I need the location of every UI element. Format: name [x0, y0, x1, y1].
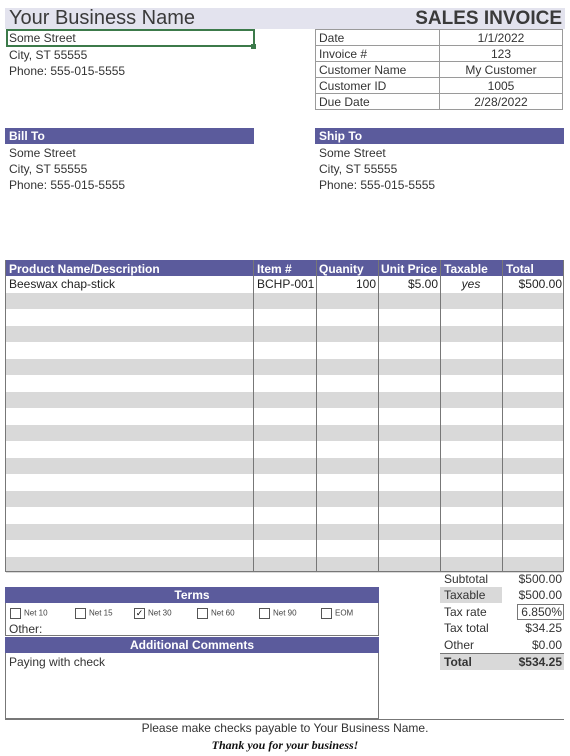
col-header-description[interactable]: Product Name/Description — [9, 262, 160, 276]
business-street[interactable]: Some Street — [9, 31, 76, 45]
summary-label-other[interactable]: Other — [444, 638, 475, 652]
checkbox-icon[interactable] — [197, 608, 208, 619]
footer-note[interactable]: Please make checks payable to Your Business Name. — [141, 721, 429, 735]
col-divider — [253, 260, 254, 572]
summary-label-tax-rate[interactable]: Tax rate — [444, 605, 487, 619]
summary-value-taxable[interactable]: $500.00 — [518, 588, 562, 602]
terms-eom[interactable] — [321, 608, 353, 619]
terms-option-label: Net 15 — [89, 608, 113, 618]
summary-value-total[interactable]: $534.25 — [518, 655, 562, 669]
terms-option-label: Net 10 — [24, 608, 48, 618]
summary-label-subtotal[interactable]: Subtotal — [444, 572, 489, 586]
item-taxable[interactable]: yes — [461, 277, 481, 291]
info-value-customer-name[interactable]: My Customer — [440, 62, 563, 78]
summary-label-tax-total[interactable]: Tax total — [444, 621, 489, 635]
terms-option-label: Net 30 — [148, 608, 172, 618]
info-row-due-date — [316, 94, 563, 110]
footer-divider — [5, 719, 564, 720]
summary-value-tax-rate[interactable]: 6.850% — [521, 605, 562, 619]
summary-value-tax-total[interactable]: $34.25 — [525, 621, 562, 635]
col-header-item[interactable]: Item # — [257, 262, 292, 276]
info-row-date — [316, 30, 563, 46]
info-label[interactable]: Customer Name — [316, 62, 440, 78]
item-quantity[interactable]: 100 — [355, 277, 376, 291]
comments-heading[interactable]: Additional Comments — [5, 637, 379, 653]
info-value-invoice-number[interactable]: 123 — [440, 46, 563, 62]
col-divider — [502, 260, 503, 572]
ship-to-phone[interactable]: Phone: 555-015-5555 — [319, 178, 436, 192]
checkbox-icon[interactable] — [259, 608, 270, 619]
info-row-customer-name — [316, 62, 563, 78]
business-phone[interactable]: Phone: 555-015-5555 — [9, 64, 126, 78]
footer-thanks[interactable]: Thank you for your business! — [211, 738, 359, 752]
summary-value-subtotal[interactable]: $500.00 — [518, 572, 562, 586]
summary-label-taxable[interactable]: Taxable — [444, 588, 486, 602]
info-value-date[interactable]: 1/1/2022 — [440, 30, 563, 46]
info-row-customer-id — [316, 78, 563, 94]
info-value-due-date[interactable]: 2/28/2022 — [440, 94, 563, 110]
col-header-unit-price[interactable]: Unit Price — [381, 262, 438, 276]
terms-heading[interactable]: Terms — [5, 587, 379, 603]
terms-other[interactable]: Other: — [9, 622, 43, 636]
ship-to-heading[interactable]: Ship To — [315, 128, 564, 144]
terms-option-label: Net 90 — [273, 608, 297, 618]
col-divider — [440, 260, 441, 572]
terms-net15[interactable] — [75, 608, 113, 619]
checkbox-icon[interactable] — [75, 608, 86, 619]
terms-option-label: Net 60 — [211, 608, 235, 618]
info-value-customer-id[interactable]: 1005 — [440, 78, 563, 94]
info-label[interactable]: Customer ID — [316, 78, 440, 94]
col-divider — [378, 260, 379, 572]
selected-cell-outline — [6, 29, 255, 47]
invoice-title[interactable]: SALES INVOICE — [415, 8, 562, 29]
item-unit-price[interactable]: $5.00 — [407, 277, 438, 291]
col-header-quantity[interactable]: Quanity — [319, 262, 364, 276]
summary-value-other[interactable]: $0.00 — [531, 638, 562, 652]
info-label[interactable]: Due Date — [316, 94, 440, 110]
item-description[interactable]: Beeswax chap-stick — [9, 277, 116, 291]
bill-to-street[interactable]: Some Street — [9, 146, 76, 160]
business-name[interactable]: Your Business Name — [9, 7, 196, 29]
info-label[interactable]: Invoice # — [316, 46, 440, 62]
info-row-invoice-number — [316, 46, 563, 62]
bill-to-city[interactable]: City, ST 55555 — [9, 162, 88, 176]
item-total[interactable]: $500.00 — [518, 277, 562, 291]
ship-to-street[interactable]: Some Street — [319, 146, 386, 160]
comments-text[interactable]: Paying with check — [9, 655, 106, 669]
item-number[interactable]: BCHP-001 — [257, 277, 315, 291]
items-grid — [5, 260, 564, 572]
terms-net60[interactable] — [197, 608, 235, 619]
checkbox-checked-icon[interactable]: ✓ — [135, 608, 144, 618]
invoice-info-table — [315, 29, 563, 110]
col-header-total[interactable]: Total — [506, 262, 534, 276]
info-label[interactable]: Date — [316, 30, 440, 46]
ship-to-city[interactable]: City, ST 55555 — [319, 162, 398, 176]
terms-net30[interactable] — [134, 608, 172, 619]
col-header-taxable[interactable]: Taxable — [444, 262, 488, 276]
col-divider — [316, 260, 317, 572]
bill-to-phone[interactable]: Phone: 555-015-5555 — [9, 178, 126, 192]
business-city[interactable]: City, ST 55555 — [9, 48, 88, 62]
bill-to-heading[interactable]: Bill To — [5, 128, 254, 144]
checkbox-icon[interactable] — [10, 608, 21, 619]
terms-net90[interactable] — [259, 608, 297, 619]
terms-net10[interactable] — [10, 608, 48, 619]
fill-handle[interactable] — [251, 44, 256, 49]
terms-option-label: EOM — [335, 608, 354, 618]
checkbox-icon[interactable] — [321, 608, 332, 619]
summary-label-total[interactable]: Total — [444, 655, 472, 669]
